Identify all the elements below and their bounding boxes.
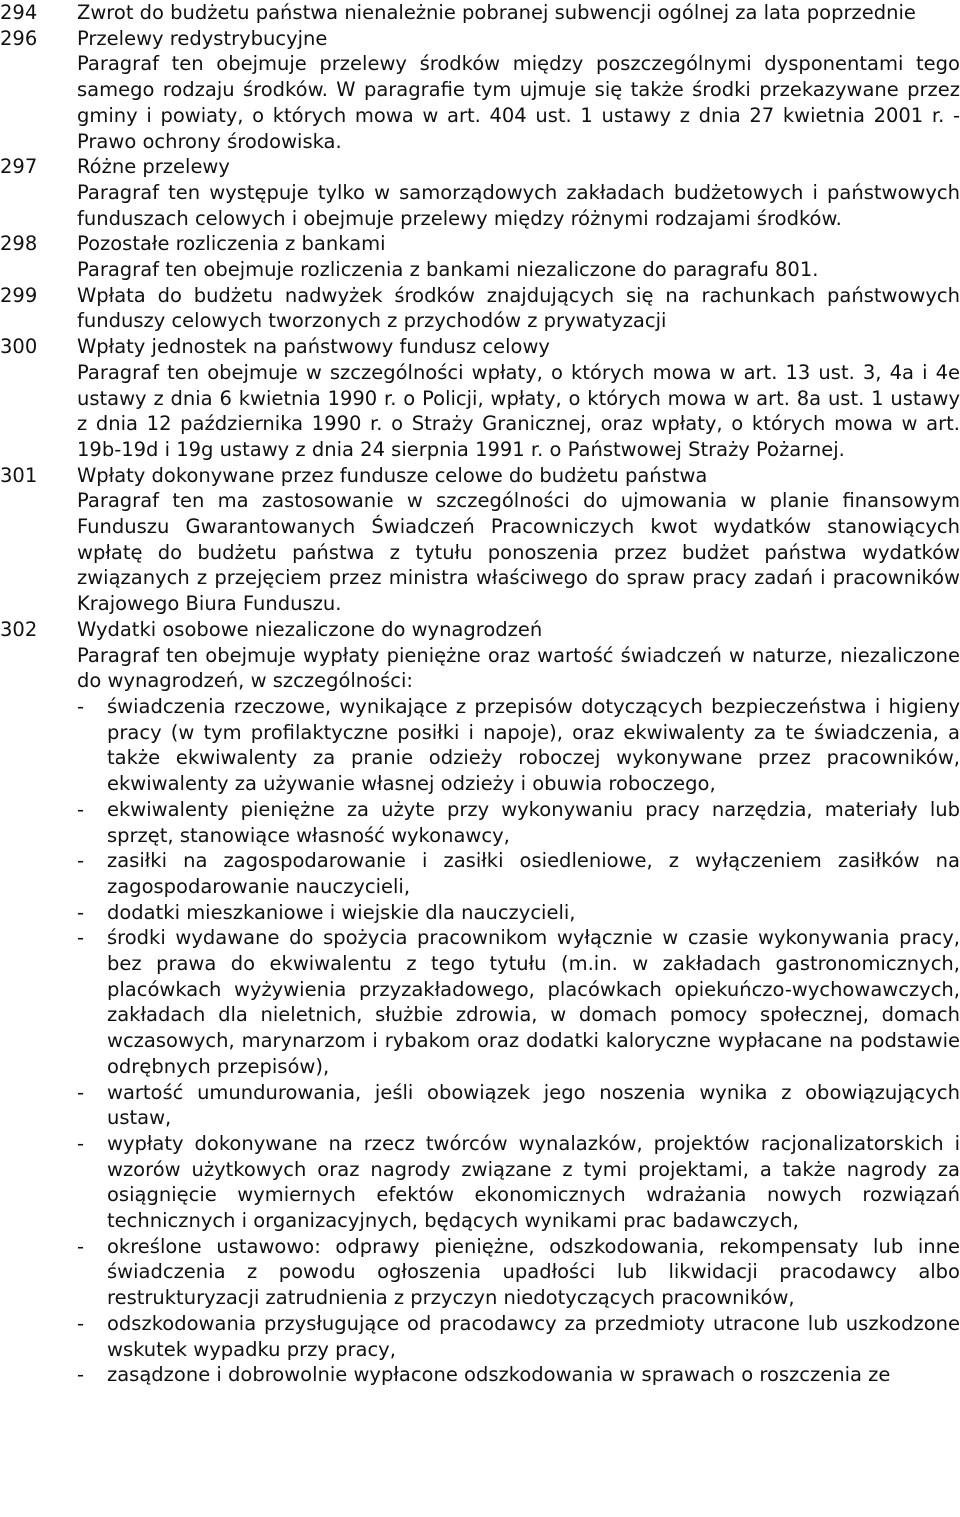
bullet-marker: - [77, 926, 85, 950]
bullet-marker: - [77, 1234, 85, 1258]
paragraph-description: Paragraf ten obejmuje przelewy środków między poszczególnymi dysponentami tego samego rodzaju środków. W paragrafie tym ujmuje się także środki przekazywane przez gminy i powiaty, o których mowa w art. 404 ust. 1 ustawy z dnia 27 kwietnia 2001 r. - Prawo ochrony środowiska. [77, 52, 960, 153]
list-item [77, 797, 960, 848]
paragraph-number: 299 [0, 283, 38, 307]
entry-301 [0, 463, 960, 617]
list-item-text: środki wydawane do spożycia pracownikom wyłącznie w czasie wykonywania pracy, bez prawa do ekwiwalentu z tego tytułu (m.in. w zakładach gastronomicznych, placówkach wyżywienia przyzakładowego, placówkach opiekuńczo-wychowawczych, zakładach dla nieletnich, służbie zdrowia, w domach pomocy społecznej, domach wczasowych, marynarzom i rybakom oraz dodatki kaloryczne wypłacane na podstawie odrębnych przepisów), [107, 926, 960, 1078]
entry-298 [0, 231, 960, 282]
entry-300 [0, 334, 960, 463]
paragraph-description: Paragraf ten ma zastosowanie w szczególności do ujmowania w planie finansowym Funduszu Gwarantowanych Świadczeń Pracowniczych kwot wydatków stanowiących wpłatę do budżetu państwa z tytułu ponoszenia przez budżet państwa wydatków związanych z przejęciem przez ministra właściwego do spraw pracy zadań i pracowników Krajowego Biura Funduszu. [77, 489, 960, 616]
list-item [77, 900, 960, 926]
bullet-marker: - [77, 900, 85, 924]
list-item-text: wypłaty dokonywane na rzecz twórców wynalazków, projektów racjonalizatorskich i wzorów użytkowych oraz nagrody związane z tymi projektami, a także nagrody za osiągnięcie wymiernych efektów ekonomicznych wdrażania nowych rozwiązań technicznych i organizacyjnych, będących wynikami prac badawczych, [107, 1131, 960, 1233]
bullet-marker: - [77, 849, 85, 873]
list-item [77, 1131, 960, 1234]
bullet-marker: - [77, 1131, 85, 1155]
bullet-marker: - [77, 1363, 85, 1387]
list-item-text: określone ustawowo: odprawy pieniężne, odszkodowania, rekompensaty lub inne świadczenia z powodu ogłoszenia upadłości lub likwidacji pracodawcy albo restrukturyzacji zatrudnienia z przyczyn niedotyczących pracowników, [107, 1234, 960, 1310]
paragraph-number: 302 [0, 617, 38, 641]
list-item [77, 925, 960, 1079]
entry-body [77, 334, 960, 463]
paragraph-number: 298 [0, 232, 38, 256]
paragraph-title: Wpłaty dokonywane przez fundusze celowe do budżetu państwa [77, 463, 708, 487]
paragraph-title: Wpłaty jednostek na państwowy fundusz celowy [77, 335, 550, 359]
paragraph-description: Paragraf ten występuje tylko w samorządowych zakładach budżetowych i państwowych funduszach celowych i obejmuje przelewy między różnymi rodzajami środków. [77, 180, 960, 230]
entry-294 [0, 0, 960, 26]
bullet-marker: - [77, 797, 85, 821]
list-item-text: zasiłki na zagospodarowanie i zasiłki osiedleniowe, z wyłączeniem zasiłków na zagospodarowanie nauczycieli, [107, 849, 960, 898]
paragraph-description: Paragraf ten obejmuje w szczególności wpłaty, o których mowa w art. 13 ust. 3, 4a i 4e ustawy z dnia 6 kwietnia 1990 r. o Policji, wpłaty, o których mowa w art. 8a ust. 1 ustawy z dnia 12 października 1990 r. o Straży Granicznej, oraz wpłaty, o których mowa w art. 19b-19d i 19g ustawy z dnia 24 sierpnia 1991 r. o Państwowej Straży Pożarnej. [77, 360, 960, 461]
list-item-text: wartość umundurowania, jeśli obowiązek jego noszenia wynika z obowiązujących ustaw, [107, 1080, 960, 1130]
bullet-marker: - [77, 694, 85, 718]
entry-302 [0, 617, 960, 1388]
list-item-text: ekwiwalenty pieniężne za użyte przy wykonywaniu pracy narzędzia, materiały lub sprzęt, stanowiące własność wykonawcy, [107, 797, 960, 847]
entry-296 [0, 26, 960, 155]
entry-body [77, 617, 960, 1388]
entry-297 [0, 154, 960, 231]
list-item-text: odszkodowania przysługujące od pracodawcy za przedmioty utracone lub uszkodzone wskutek wypadku przy pracy, [107, 1311, 960, 1361]
list-item [77, 1311, 960, 1362]
paragraph-title: Przelewy redystrybucyjne [77, 26, 328, 50]
list-item [77, 848, 960, 899]
paragraph-title: Pozostałe rozliczenia z bankami [77, 232, 386, 256]
paragraph-title: Wpłata do budżetu nadwyżek środków znajdujących się na rachunkach państwowych funduszy celowych tworzonych z przychodów z prywatyzacji [77, 283, 960, 333]
paragraph-description: Paragraf ten obejmuje rozliczenia z bankami niezaliczone do paragrafu 801. [77, 258, 819, 282]
entry-body [77, 283, 960, 334]
paragraph-title: Różne przelewy [77, 155, 230, 179]
paragraph-number: 300 [0, 335, 38, 359]
entry-body [77, 231, 960, 282]
list-item-text: zasądzone i dobrowolnie wypłacone odszkodowania w sprawach o roszczenia ze [107, 1363, 891, 1387]
bullet-marker: - [77, 1080, 85, 1104]
paragraph-title: Wydatki osobowe niezaliczone do wynagrodzeń [77, 617, 543, 641]
entry-body [77, 463, 960, 617]
list-item [77, 1080, 960, 1131]
entry-body [77, 26, 960, 155]
paragraph-number: 297 [0, 155, 38, 179]
paragraph-title: Zwrot do budżetu państwa nienależnie pobranej subwencji ogólnej za lata poprzednie [77, 1, 916, 24]
paragraph-number: 301 [0, 463, 38, 487]
paragraph-number: 294 [0, 1, 38, 24]
entry-body [77, 154, 960, 231]
paragraph-description: Paragraf ten obejmuje wypłaty pieniężne oraz wartość świadczeń w naturze, niezaliczone do wynagrodzeń, w szczególności: [77, 643, 960, 693]
list-item-text: dodatki mieszkaniowe i wiejskie dla nauczycieli, [107, 900, 576, 924]
entry-body [77, 0, 960, 26]
entry-299 [0, 283, 960, 334]
bullet-list [77, 694, 960, 1388]
list-item [77, 694, 960, 797]
list-item-text: świadczenia rzeczowe, wynikające z przepisów dotyczących bezpieczeństwa i higieny pracy (w tym profilaktyczne posiłki i napoje), oraz ekwiwalenty za te świadczenia, a także ekwiwalenty za pranie odzieży roboczej wykonywane przez pracowników, ekwiwalenty za używanie własnej odzieży i obuwia roboczego, [107, 694, 960, 796]
bullet-marker: - [77, 1311, 85, 1335]
paragraph-number: 296 [0, 26, 38, 50]
list-item [77, 1234, 960, 1311]
list-item [77, 1362, 960, 1388]
